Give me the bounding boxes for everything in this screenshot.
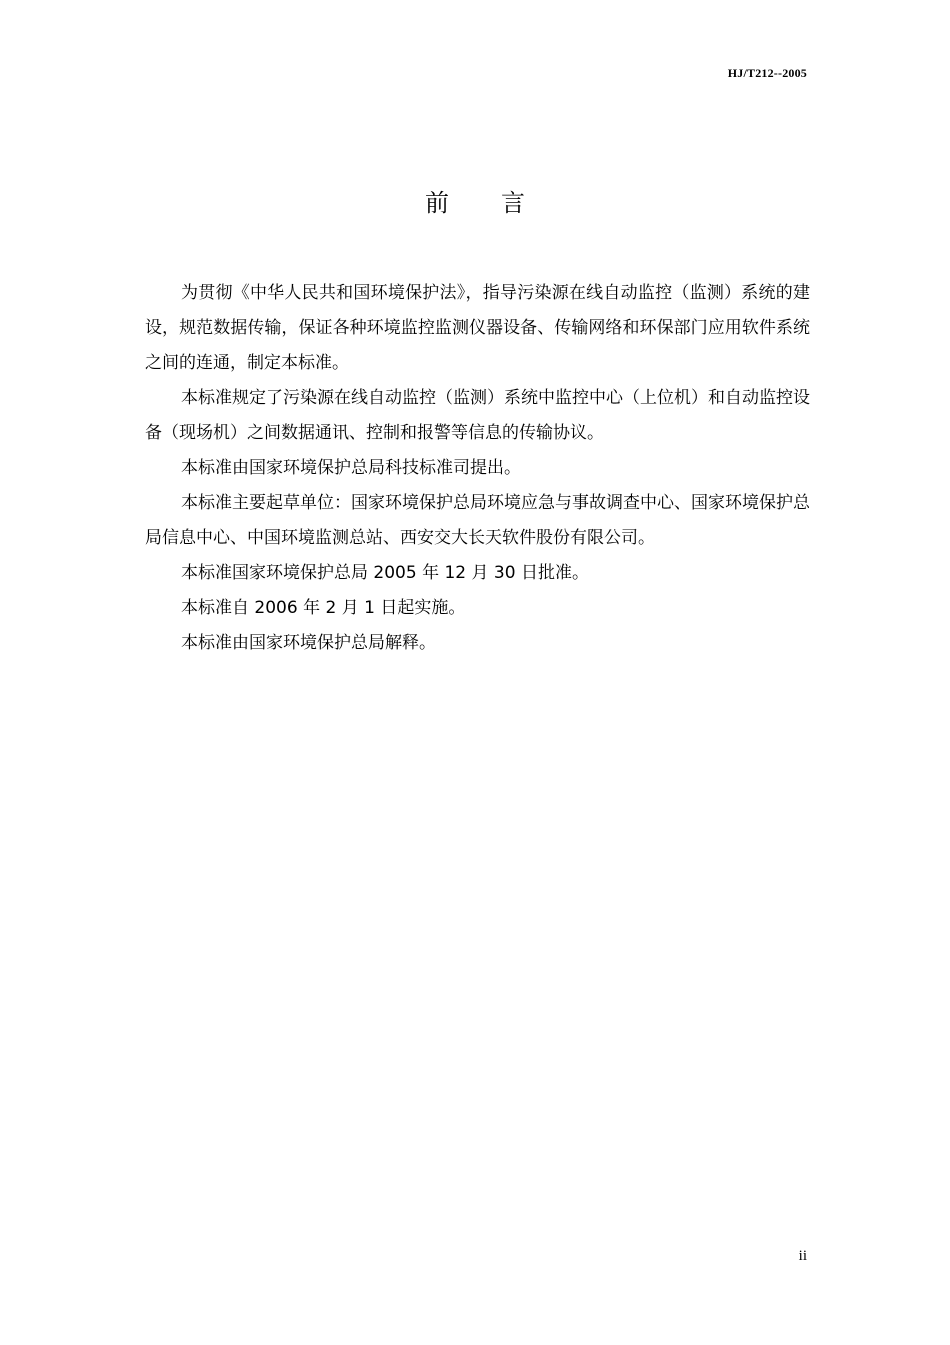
preface-body (145, 276, 810, 661)
paragraph-approval: 本标准国家环境保护总局 2005 年 12 月 30 日批准。 (181, 563, 589, 583)
paragraph-scope: 本标准规定了污染源在线自动监控（监测）系统中监控中心（上位机）和自动监控设备（现场机）之间数据通讯、控制和报警等信息的传输协议。 (145, 388, 810, 443)
paragraph-interpretation: 本标准由国家环境保护总局解释。 (181, 633, 436, 653)
title-char-2: 言 (501, 189, 525, 217)
title-char-1: 前 (425, 189, 449, 217)
paragraph-drafters: 本标准主要起草单位：国家环境保护总局环境应急与事故调查中心、国家环境保护总局信息中心、中国环境监测总站、西安交大长天软件股份有限公司。 (145, 493, 810, 548)
standard-code: HJ/T212--2005 (727, 66, 807, 80)
paragraph-effective-date: 本标准自 2006 年 2 月 1 日起实施。 (181, 598, 466, 618)
paragraph-purpose: 为贯彻《中华人民共和国环境保护法》，指导污染源在线自动监控（监测）系统的建设，规范数据传输，保证各种环境监控监测仪器设备、传输网络和环保部门应用软件系统之间的连通，制定本标准。 (145, 283, 810, 373)
paragraph-proposer: 本标准由国家环境保护总局科技标准司提出。 (181, 458, 521, 478)
page-title (0, 183, 950, 218)
page-number: ii (798, 1248, 807, 1264)
